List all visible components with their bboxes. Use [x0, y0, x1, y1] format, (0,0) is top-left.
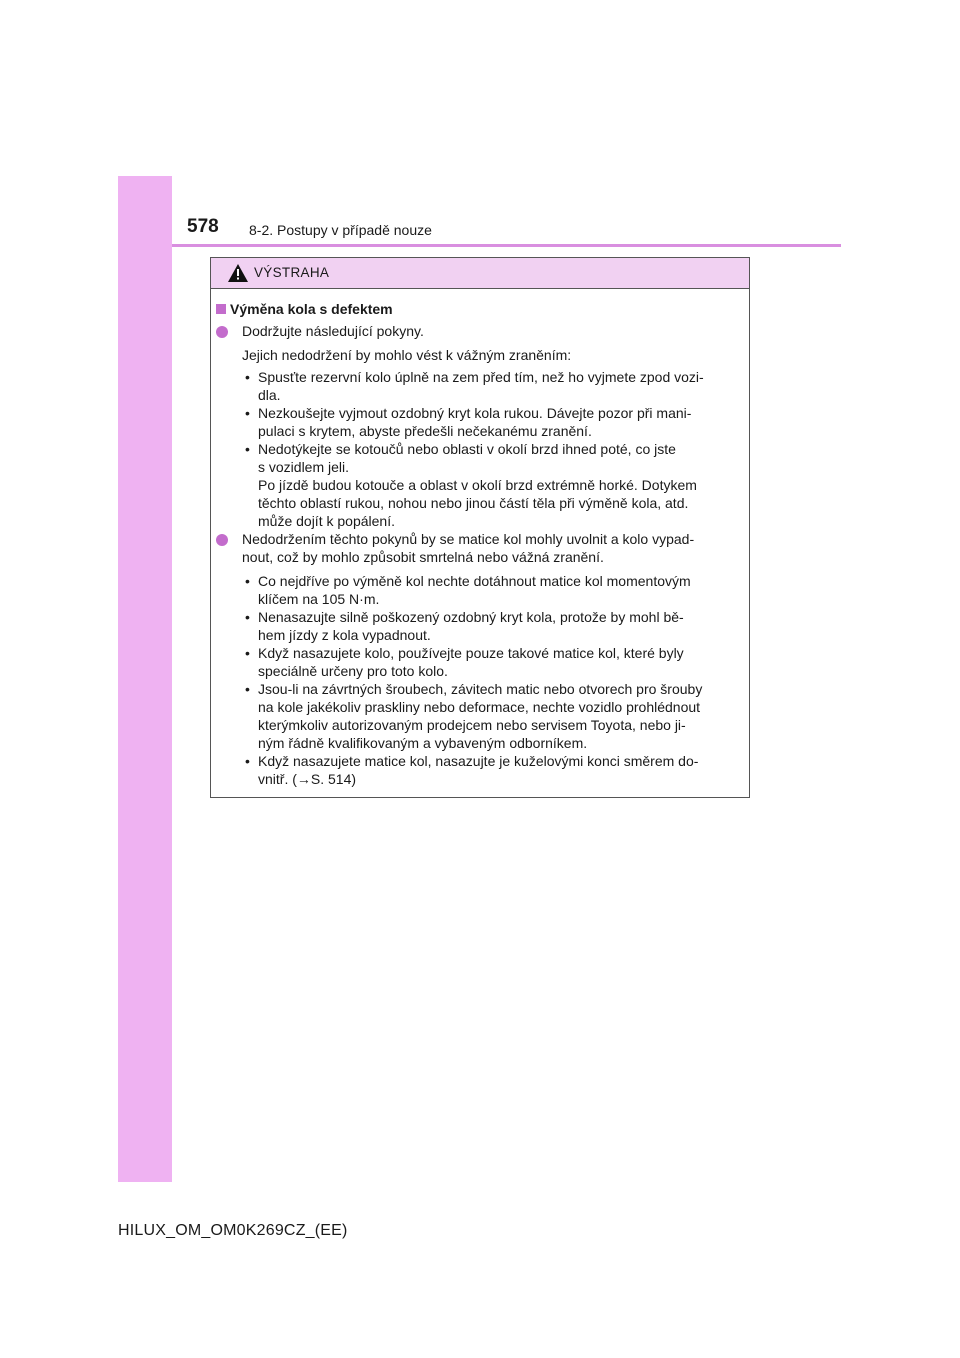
list-bullet: •: [245, 681, 250, 697]
list-bullet: •: [245, 441, 250, 457]
list-item-line: Když nasazujete matice kol, nasazujte je kuželovými konci směrem do-: [258, 753, 699, 769]
section-title: 8-2. Postupy v případě nouze: [249, 222, 432, 238]
point2-intro-line: Nedodržením těchto pokynů by se matice kol mohly uvolnit a kolo vypad-: [242, 531, 695, 547]
list-item-line: vnitř. (→S. 514): [258, 771, 357, 787]
square-bullet-icon: [216, 304, 226, 314]
list-item-line: kterýmkoliv autorizovaným prodejcem nebo servisem Toyota, nebo ji-: [258, 717, 686, 733]
list-item-line: na kole jakékoliv praskliny nebo deformace, nechte vozidlo prohlédnout: [258, 699, 701, 715]
list-item-line: těchto oblastí rukou, nohou nebo jinou částí těla při výměně kola, atd.: [258, 495, 689, 511]
list-item-line: Po jízdě budou kotouče a oblast v okolí brzd extrémně horké. Dotykem: [258, 477, 697, 493]
point2-intro-line: nout, což by mohlo způsobit smrtelná nebo vážná zranění.: [242, 549, 604, 565]
list-item-line: Nedotýkejte se kotoučů nebo oblasti v okolí brzd ihned poté, co jste: [258, 441, 676, 457]
list-item-line: Když nasazujete kolo, používejte pouze takové matice kol, které byly: [258, 645, 684, 661]
page-number: 578: [187, 216, 219, 237]
header-divider: [172, 244, 841, 247]
footer-doc-code: HILUX_OM_OM0K269CZ_(EE): [118, 1222, 348, 1239]
list-item-line: klíčem na 105 N·m.: [258, 591, 380, 607]
list-item-line: dla.: [258, 387, 281, 403]
list-item-line: pulaci s krytem, abyste předešli nečekanému zranění.: [258, 423, 592, 439]
warning-triangle-icon: [228, 264, 248, 282]
list-item-line: s vozidlem jeli.: [258, 459, 350, 475]
circle-bullet-icon: [216, 326, 228, 338]
list-bullet: •: [245, 405, 250, 421]
chapter-tab-bar: [118, 176, 172, 1182]
warning-heading: Výměna kola s defektem: [216, 301, 393, 319]
warning-label: VÝSTRAHA: [254, 265, 330, 280]
list-item-line: ným řádně kvalifikovaným a vybaveným odborníkem.: [258, 735, 588, 751]
list-item-line: speciálně určeny pro toto kolo.: [258, 663, 448, 679]
list-item-line: hem jízdy z kola vypadnout.: [258, 627, 431, 643]
list-bullet: •: [245, 573, 250, 589]
warning-header: [211, 258, 749, 289]
list-bullet: •: [245, 609, 250, 625]
point1-intro: Dodržujte následující pokyny.: [242, 323, 424, 339]
warning-box: [210, 257, 750, 798]
list-bullet: •: [245, 369, 250, 385]
list-item-line: může dojít k popálení.: [258, 513, 395, 529]
point1-lead: Jejich nedodržení by mohlo vést k vážným zraněním:: [242, 347, 572, 363]
list-bullet: •: [245, 753, 250, 769]
list-item-line: Nezkoušejte vyjmout ozdobný kryt kola rukou. Dávejte pozor při mani-: [258, 405, 692, 421]
list-item-line: Co nejdříve po výměně kol nechte dotáhnout matice kol momentovým: [258, 573, 691, 589]
list-item-line: Spusťte rezervní kolo úplně na zem před tím, než ho vyjmete zpod vozi-: [258, 369, 704, 385]
circle-bullet-icon: [216, 534, 228, 546]
list-item-line: Nenasazujte silně poškozený ozdobný kryt kola, protože by mohl bě-: [258, 609, 684, 625]
list-item-line: Jsou-li na závrtných šroubech, závitech matic nebo otvorech pro šrouby: [258, 681, 703, 697]
list-bullet: •: [245, 645, 250, 661]
